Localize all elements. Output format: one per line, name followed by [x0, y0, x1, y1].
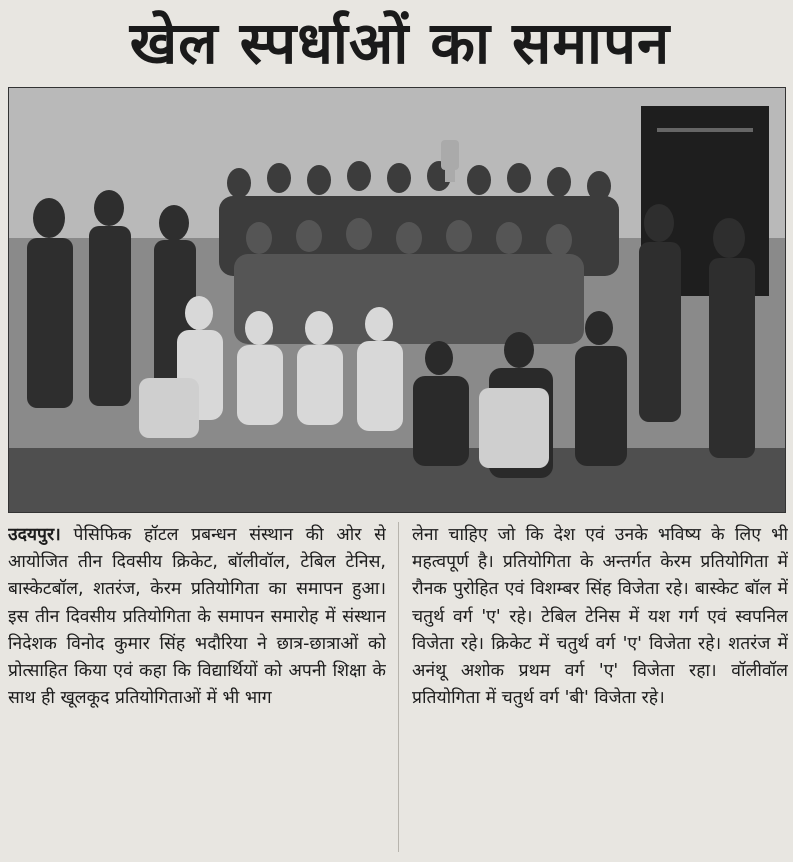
- article-column-left: [8, 522, 386, 858]
- group-photo: [8, 87, 786, 513]
- dateline: उदयपुर।: [8, 525, 61, 545]
- headline: खेल स्पर्धाओं का समापन: [129, 9, 671, 77]
- column-divider: [398, 522, 399, 852]
- article-text-left: पेसिफिक हॉटल प्रबन्धन संस्थान की ओर से आयोजित तीन दिवसीय क्रिकेट, बॉलीवॉल, टेबिल टेनिस, बास्केटबॉल, शतरंज, केरम प्रतियोगिता का समापन हुआ। इस तीन दिवसीय प्रतियोगिता के समापन समारोह में संस्थान निदेशक विनोद कुमार सिंह भदौरिया ने छात्र-छात्राओं को प्रोत्साहित किया एवं कहा कि विद्यार्थियों को अपनी शिक्षा के साथ ही खूलकूद प्रतियोगिताओं में भी भाग: [8, 525, 386, 709]
- article-column-right: [412, 522, 788, 858]
- article-paragraph-left: [8, 522, 386, 712]
- article-text-right: लेना चाहिए जो कि देश एवं उनके भविष्य के लिए भी महत्वपूर्ण है। प्रतियोगिता के अन्तर्गत केरम प्रतियोगिता में रौनक पुरोहित एवं विशम्बर सिंह विजेता रहे। बास्केट बॉल में चतुर्थ वर्ग 'ए' रहे। टेबिल टेनिस में यश गर्ग एवं स्वपनिल विजेता रहे। क्रिकेट में चतुर्थ वर्ग 'ए' विजेता रहे। शतरंज में अनंथू अशोक प्रथम वर्ग 'ए' विजेता रहा। वॉलीवॉल प्रतियोगिता में चतुर्थ वर्ग 'बी' विजेता रहे।: [412, 525, 788, 709]
